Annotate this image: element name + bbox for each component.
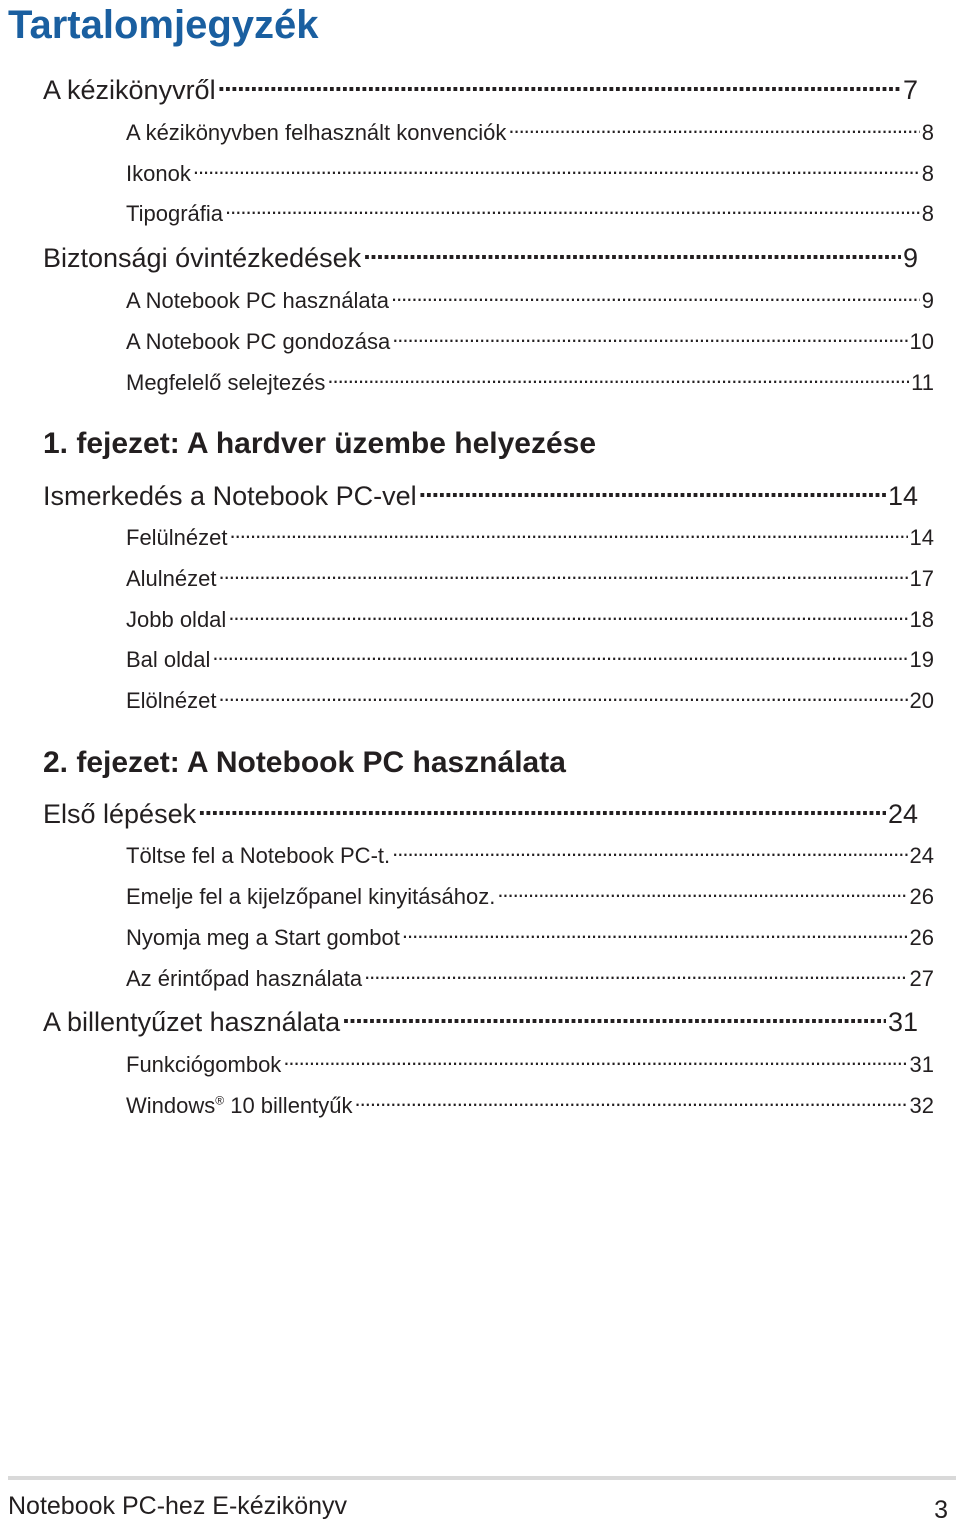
- dot-leader: [212, 645, 907, 667]
- dot-leader: [230, 523, 908, 545]
- toc-entry[interactable]: [126, 327, 934, 356]
- dot-leader: [355, 1091, 908, 1113]
- toc-entry[interactable]: [126, 923, 934, 952]
- toc-entry-label: Ikonok: [126, 161, 191, 186]
- toc-entry-label: Töltse fel a Notebook PC-t.: [126, 843, 391, 868]
- toc-entry[interactable]: [126, 1091, 934, 1120]
- toc-entry[interactable]: [126, 964, 934, 993]
- toc-entry-page: 10: [909, 329, 934, 354]
- toc-entry-label: Ismerkedés a Notebook PC-vel: [43, 481, 417, 511]
- toc-entry-page: 8: [921, 161, 934, 186]
- toc-entry[interactable]: [126, 686, 934, 715]
- dot-leader: [198, 796, 886, 823]
- toc-entry-page: 26: [909, 884, 934, 909]
- dot-leader: [342, 1004, 886, 1031]
- toc-entry[interactable]: [126, 199, 934, 228]
- toc-entry-label-main: Windows: [126, 1093, 216, 1118]
- toc-entry-page: 14: [909, 525, 934, 550]
- dot-leader: [283, 1050, 907, 1072]
- dot-leader: [392, 841, 907, 863]
- dot-leader: [193, 159, 920, 181]
- toc-entry-label: Tipográfia: [126, 201, 224, 226]
- dot-leader: [219, 564, 908, 586]
- dot-leader: [392, 327, 907, 349]
- toc-entry[interactable]: [126, 564, 934, 593]
- toc-entry-label: A kézikönyvben felhasznált konvenciók: [126, 120, 507, 145]
- toc-entry-page: 19: [909, 647, 934, 672]
- toc-entry-page: 26: [909, 925, 934, 950]
- dot-leader: [508, 118, 919, 140]
- toc-entry-label: A billentyűzet használata: [43, 1007, 341, 1037]
- dot-leader: [391, 286, 920, 308]
- registered-mark: ®: [215, 1093, 225, 1108]
- toc-entry-label: Emelje fel a kijelzőpanel kinyitásához.: [126, 884, 496, 909]
- toc-entry-label: [126, 1092, 353, 1120]
- toc-entry[interactable]: [126, 286, 934, 315]
- dot-leader: [219, 686, 908, 708]
- toc-entry-page: 9: [921, 288, 934, 313]
- toc-entry-page: 8: [921, 201, 934, 226]
- toc-entry-page: 8: [921, 120, 934, 145]
- toc-entry[interactable]: [43, 796, 918, 831]
- toc-entry-label: Az érintőpad használata: [126, 966, 363, 991]
- toc-entry[interactable]: [43, 72, 918, 107]
- toc-entry[interactable]: [126, 645, 934, 674]
- toc-entry-label: Megfelelő selejtezés: [126, 370, 326, 395]
- toc-entry-label: A kézikönyvről: [43, 75, 216, 105]
- toc-entry-page: 14: [887, 481, 918, 511]
- toc-entry-page: 17: [909, 566, 934, 591]
- toc-entry[interactable]: [126, 1050, 934, 1079]
- toc-entry-label-rest: 10 billentyűk: [224, 1093, 353, 1118]
- toc-entry[interactable]: [43, 1004, 918, 1039]
- toc-entry-page: 32: [909, 1093, 934, 1118]
- toc-entry-label: Biztonsági óvintézkedések: [43, 243, 362, 273]
- toc-entry-label: Jobb oldal: [126, 607, 227, 632]
- toc-entry[interactable]: [126, 118, 934, 147]
- dot-leader: [364, 964, 907, 986]
- toc-entry[interactable]: [126, 523, 934, 552]
- footer-page-number: 3: [934, 1496, 948, 1524]
- dot-leader: [218, 72, 901, 99]
- toc-entry-label: Alulnézet: [126, 566, 217, 591]
- toc-entry-page: 9: [902, 243, 918, 273]
- page-title: Tartalomjegyzék: [8, 3, 319, 47]
- dot-leader: [419, 478, 886, 505]
- dot-leader: [327, 368, 909, 390]
- footer-divider: [8, 1476, 956, 1480]
- toc-entry-page: 11: [911, 370, 934, 395]
- toc-entry-label: A Notebook PC használata: [126, 288, 389, 313]
- chapter-heading[interactable]: 2. fejezet: A Notebook PC használata: [43, 746, 566, 779]
- chapter-heading[interactable]: 1. fejezet: A hardver üzembe helyezése: [43, 427, 597, 460]
- toc-entry-label: Elölnézet: [126, 688, 217, 713]
- toc-entry[interactable]: [126, 368, 934, 397]
- footer-document-title: Notebook PC-hez E-kézikönyv: [8, 1492, 348, 1520]
- dot-leader: [402, 923, 908, 945]
- toc-entry-page: 24: [909, 843, 934, 868]
- toc-entry[interactable]: [43, 478, 918, 513]
- toc-entry-label: Funkciógombok: [126, 1052, 282, 1077]
- toc-entry[interactable]: [126, 605, 934, 634]
- toc-entry[interactable]: [126, 159, 934, 188]
- dot-leader: [497, 882, 907, 904]
- toc-entry-page: 20: [909, 688, 934, 713]
- toc-entry[interactable]: [126, 882, 934, 911]
- toc-entry-label: Első lépések: [43, 799, 197, 829]
- toc-entry-label: A Notebook PC gondozása: [126, 329, 391, 354]
- toc-entry-label: Felülnézet: [126, 525, 228, 550]
- dot-leader: [225, 199, 920, 221]
- toc-entry-label: Nyomja meg a Start gombot: [126, 925, 400, 950]
- toc-entry-page: 31: [887, 1007, 918, 1037]
- toc-entry-page: 31: [909, 1052, 934, 1077]
- toc-entry-page: 27: [909, 966, 934, 991]
- toc-entry-page: 7: [902, 75, 918, 105]
- toc-entry[interactable]: [43, 240, 918, 275]
- dot-leader: [363, 240, 901, 267]
- dot-leader: [228, 605, 907, 627]
- toc-entry[interactable]: [126, 841, 934, 870]
- toc-entry-label: Bal oldal: [126, 647, 211, 672]
- toc-entry-page: 24: [887, 799, 918, 829]
- toc-entry-page: 18: [909, 607, 934, 632]
